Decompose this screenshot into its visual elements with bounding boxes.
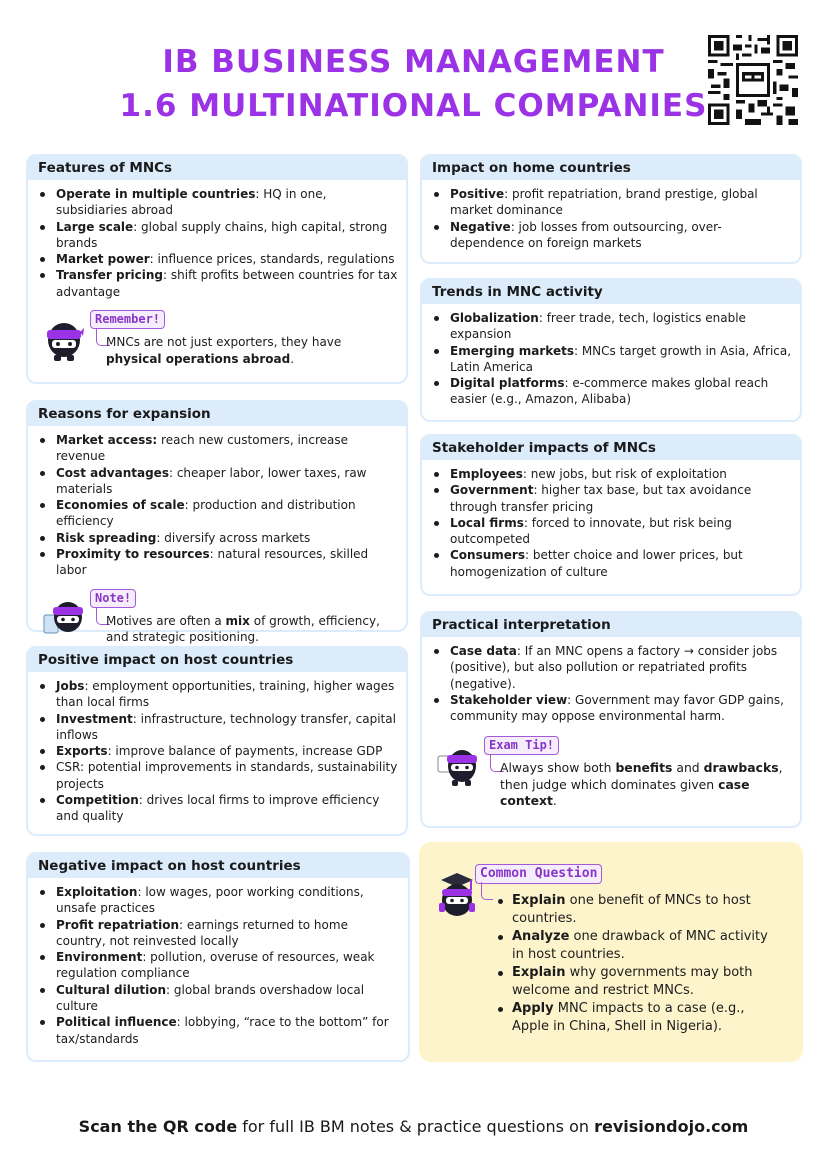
list-item: Investment: infrastructure, technology transfer, capital inflows [56, 711, 398, 744]
list-item: Economies of scale: production and distribution efficiency [56, 497, 398, 530]
trends-heading: Trends in MNC activity [422, 280, 800, 304]
list-item: Explain why governments may both welcome and restrict MNCs. [512, 964, 775, 1000]
list-item: Cultural dilution: global brands overshadow local culture [56, 982, 400, 1015]
list-item: Stakeholder view: Government may favor GDP gains, community may oppose environmental harm. [450, 692, 792, 725]
title-line-1: IB BUSINESS MANAGEMENT [162, 44, 665, 80]
trends-card [420, 278, 802, 422]
home-impact-list [422, 180, 800, 251]
list-item: Operate in multiple countries: HQ in one, subsidiaries abroad [56, 186, 398, 219]
remember-text: MNCs are not just exporters, they have physical operations abroad. [106, 335, 342, 366]
negative-host-list [28, 878, 408, 1047]
list-item: Analyze one drawback of MNC activity in host countries. [512, 928, 775, 964]
qr-code-icon[interactable] [708, 35, 798, 125]
exam-tip-badge: Exam Tip! [484, 736, 559, 755]
callout-connector [481, 882, 493, 900]
list-item: Political influence: lobbying, “race to the bottom” for tax/standards [56, 1014, 400, 1047]
exam-tip-callout [434, 736, 792, 809]
footer-qr-cta: Scan the QR code [78, 1117, 238, 1136]
list-item: Positive: profit repatriation, brand prestige, global market dominance [450, 186, 792, 219]
practical-list [422, 637, 800, 724]
positive-host-card [26, 646, 408, 836]
list-item: Environment: pollution, overuse of resources, weak regulation compliance [56, 949, 400, 982]
list-item: Exploitation: low wages, poor working conditions, unsafe practices [56, 884, 400, 917]
stakeholders-card [420, 434, 802, 596]
positive-host-list [28, 672, 406, 825]
list-item: Digital platforms: e-commerce makes global reach easier (e.g., Amazon, Alibaba) [450, 375, 792, 408]
note-callout [40, 589, 398, 653]
list-item: Employees: new jobs, but risk of exploitation [450, 466, 792, 482]
negative-host-card [26, 852, 410, 1062]
features-heading: Features of MNCs [28, 156, 406, 180]
list-item: Apply MNC impacts to a case (e.g., Apple in China, Shell in Nigeria). [512, 1000, 775, 1036]
common-question-badge: Common Question [475, 864, 602, 884]
ninja-mascot-icon [44, 316, 84, 362]
note-text: Motives are often a mix of growth, efficiency, and strategic positioning. [106, 613, 380, 645]
trends-list [422, 304, 800, 408]
reasons-heading: Reasons for expansion [28, 402, 406, 426]
footer-link[interactable]: revisiondojo.com [594, 1117, 749, 1136]
list-item: Large scale: global supply chains, high capital, strong brands [56, 219, 398, 252]
page-title [0, 40, 827, 128]
list-item: Globalization: freer trade, tech, logistics enable expansion [450, 310, 792, 343]
home-impact-heading: Impact on home countries [422, 156, 800, 180]
list-item: Explain one benefit of MNCs to host countries. [512, 892, 775, 928]
ninja-mascot-icon [438, 742, 478, 788]
list-item: Competition: drives local firms to improve efficiency and quality [56, 792, 398, 825]
list-item: Case data: If an MNC opens a factory → consider jobs (positive), but also pollution or repatriated profits (negative). [450, 643, 792, 692]
negative-host-heading: Negative impact on host countries [28, 854, 408, 878]
footer: Scan the QR code for full IB BM notes & practice questions on revisiondojo.com [78, 1117, 749, 1136]
list-item: Market access: reach new customers, increase revenue [56, 432, 398, 465]
list-item: Consumers: better choice and lower prices, but homogenization of culture [450, 547, 792, 580]
graduate-mascot-icon [433, 870, 477, 920]
list-item: Government: higher tax base, but tax avoidance through transfer pricing [450, 482, 792, 515]
features-list [28, 180, 406, 300]
list-item: Transfer pricing: shift profits between countries for tax advantage [56, 268, 398, 299]
list-item: Negative: job losses from outsourcing, over-dependence on foreign markets [450, 219, 792, 252]
exam-tip-text: Always show both benefits and drawbacks, then judge which dominates given case context. [500, 760, 783, 809]
ninja-mascot-icon [44, 595, 84, 641]
note-badge: Note! [90, 589, 136, 608]
features-card [26, 154, 408, 384]
reasons-list [28, 426, 406, 579]
stakeholders-heading: Stakeholder impacts of MNCs [422, 436, 800, 460]
common-question-list [512, 892, 775, 1036]
remember-badge: Remember! [90, 310, 165, 329]
list-item: Local firms: forced to innovate, but risk being outcompeted [450, 515, 792, 548]
home-impact-card [420, 154, 802, 264]
stakeholders-list [422, 460, 800, 580]
positive-host-heading: Positive impact on host countries [28, 648, 406, 672]
list-item: Jobs: employment opportunities, training, higher wages than local firms [56, 678, 398, 711]
common-question-box [419, 842, 803, 1062]
list-item: CSR: potential improvements in standards, sustainability projects [56, 760, 398, 791]
practical-heading: Practical interpretation [422, 613, 800, 637]
title-line-2: 1.6 MULTINATIONAL COMPANIES [119, 88, 708, 124]
list-item: Exports: improve balance of payments, increase GDP [56, 743, 398, 759]
remember-callout [40, 310, 398, 374]
reasons-card [26, 400, 408, 645]
list-item: Proximity to resources: natural resources, skilled labor [56, 546, 398, 579]
list-item: Market power: influence prices, standards, regulations [56, 251, 398, 267]
list-item: Risk spreading: diversify across markets [56, 530, 398, 546]
list-item: Emerging markets: MNCs target growth in Asia, Africa, Latin America [450, 343, 792, 374]
practical-card [420, 611, 802, 828]
list-item: Profit repatriation: earnings returned to home country, not reinvested locally [56, 917, 400, 950]
list-item: Cost advantages: cheaper labor, lower taxes, raw materials [56, 465, 398, 498]
